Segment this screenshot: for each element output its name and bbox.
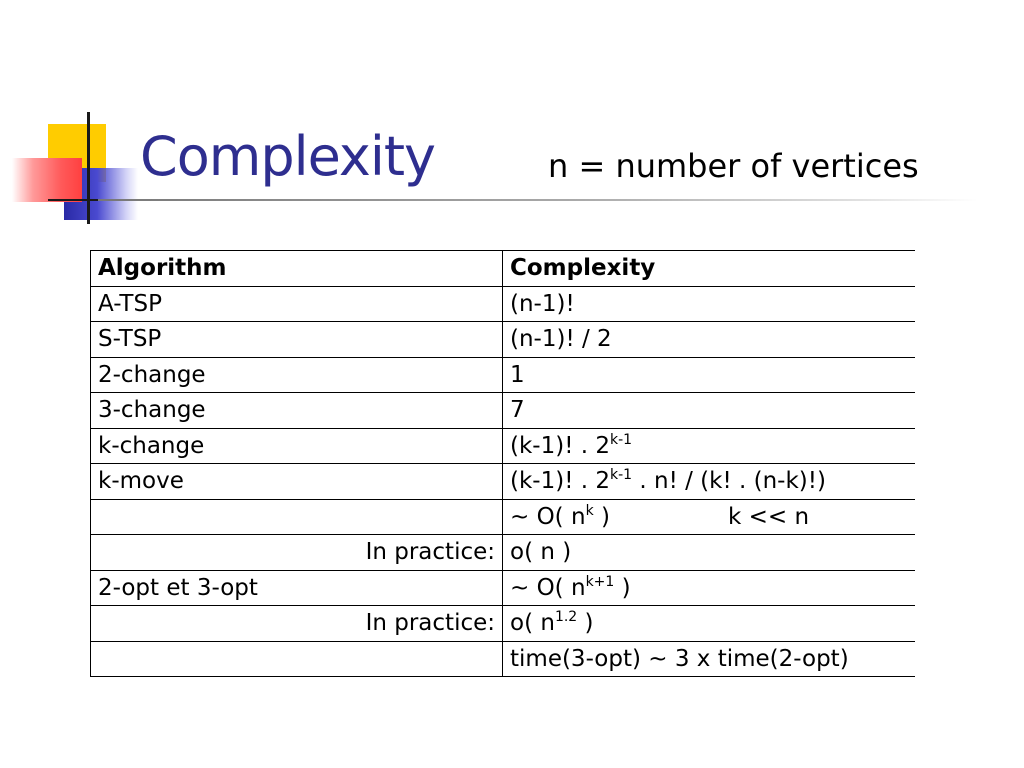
algorithm-cell: S-TSP <box>91 322 503 358</box>
complexity-cell <box>503 464 915 500</box>
complexity-exponent: 1.2 <box>554 609 578 626</box>
algorithm-cell <box>91 641 503 677</box>
logo-vertical-line <box>87 112 90 224</box>
complexity-cell <box>503 570 915 606</box>
complexity-cell <box>503 428 915 464</box>
complexity-base: ~ O( n <box>510 503 586 530</box>
complexity-exponent: k <box>585 502 594 519</box>
title-underline <box>98 199 978 201</box>
complexity-cell <box>503 606 915 642</box>
complexity-cell <box>503 499 915 535</box>
table-row <box>91 499 915 535</box>
complexity-base: o( n <box>510 610 555 637</box>
algorithm-cell: A-TSP <box>91 286 503 322</box>
algorithm-cell: k-change <box>91 428 503 464</box>
complexity-cell: 7 <box>503 393 915 429</box>
algorithm-cell: In practice: <box>91 535 503 571</box>
complexity-cell: 1 <box>503 357 915 393</box>
complexity-cell: (n-1)! <box>503 286 915 322</box>
slide-logo <box>0 0 160 240</box>
complexity-base: (k-1)! . 2 <box>510 432 610 459</box>
table-row <box>91 357 915 393</box>
logo-horizontal-line <box>48 199 98 201</box>
complexity-exponent: k+1 <box>585 573 615 590</box>
complexity-note: k << n <box>727 503 810 530</box>
table-row <box>91 428 915 464</box>
algorithm-cell: 3-change <box>91 393 503 429</box>
table-header-row <box>91 251 915 287</box>
complexity-exponent: k-1 <box>610 467 633 484</box>
complexity-base: ~ O( n <box>510 574 586 601</box>
complexity-exponent: k-1 <box>610 431 633 448</box>
algorithm-cell <box>91 499 503 535</box>
header-complexity: Complexity <box>503 251 915 287</box>
logo-red-square <box>12 158 82 202</box>
complexity-cell: time(3-opt) ~ 3 x time(2-opt) <box>503 641 915 677</box>
complexity-tail: ) <box>614 574 631 601</box>
table-row <box>91 286 915 322</box>
table-row <box>91 535 915 571</box>
complexity-cell: (n-1)! / 2 <box>503 322 915 358</box>
slide-subtitle: n = number of vertices <box>548 147 919 185</box>
complexity-table <box>90 250 915 677</box>
algorithm-cell: 2-change <box>91 357 503 393</box>
table-row <box>91 641 915 677</box>
algorithm-cell: k-move <box>91 464 503 500</box>
table-row <box>91 322 915 358</box>
complexity-base: (k-1)! . 2 <box>510 468 610 495</box>
algorithm-cell: In practice: <box>91 606 503 642</box>
table-row <box>91 606 915 642</box>
slide-title: Complexity <box>140 125 435 188</box>
complexity-tail: . n! / (k! . (n-k)!) <box>632 468 826 495</box>
header-algorithm: Algorithm <box>91 251 503 287</box>
table-row <box>91 393 915 429</box>
complexity-cell: o( n ) <box>503 535 915 571</box>
table-row <box>91 570 915 606</box>
complexity-tail: ) <box>577 610 594 637</box>
complexity-tail: ) <box>593 503 610 530</box>
table-row <box>91 464 915 500</box>
algorithm-cell: 2-opt et 3-opt <box>91 570 503 606</box>
